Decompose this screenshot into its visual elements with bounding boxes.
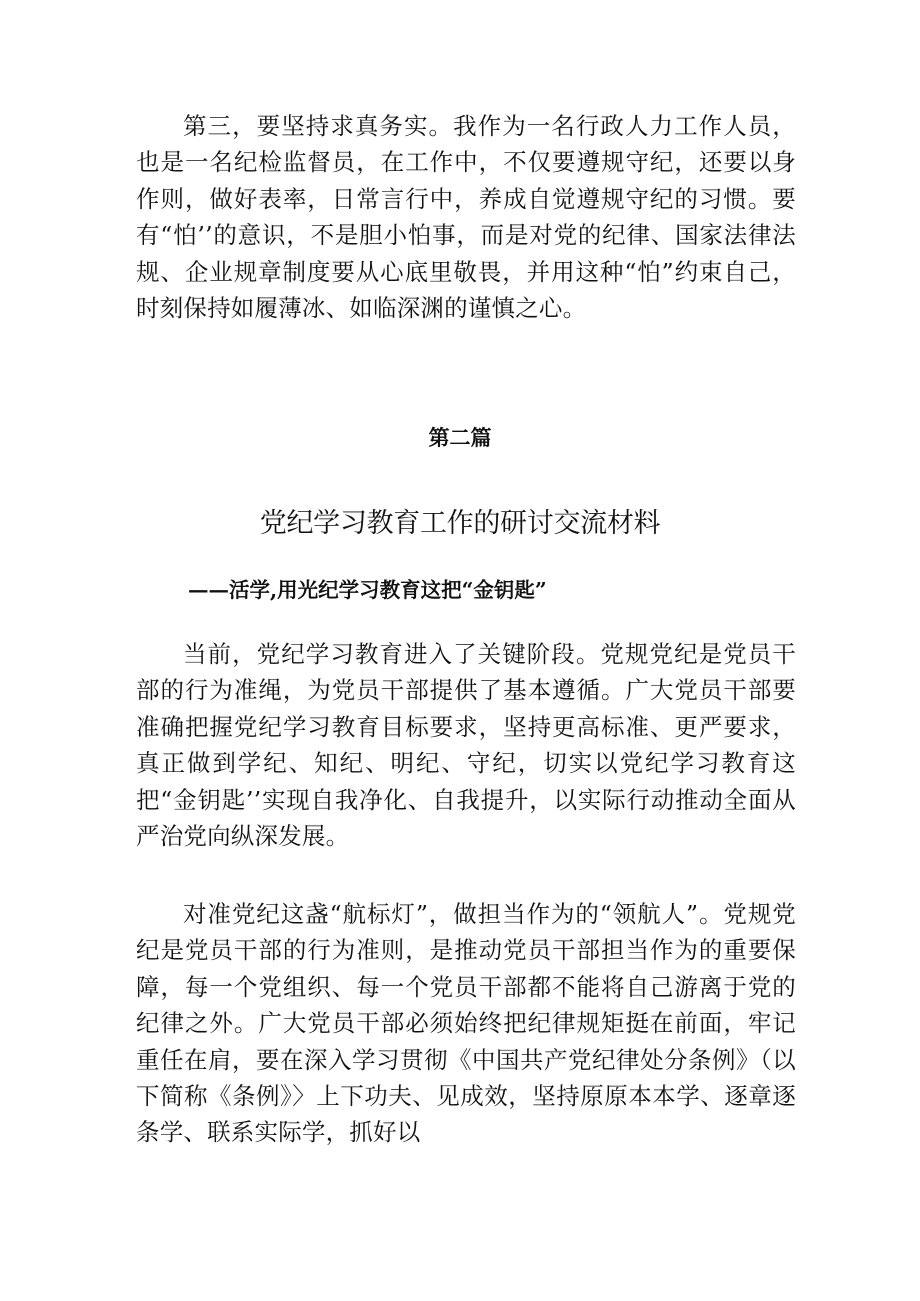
document-subtitle: ——活学,用光纪学习教育这把“金钥匙” — [188, 578, 547, 602]
body-paragraph: 当前，党纪学习教育进入了关键阶段。党规党纪是党员干部的行为准绳，为党员干部提供了基本遵循。广大党员干部要准确把握党纪学习教育目标要求，坚持更高标准、更严要求，真正做到学纪、知纪、明纪、守纪，切实以党纪学习教育这把“金钥匙’’实现自我净化、自我提升，以实际行动推动全面从严治党向纵深发展。 — [136, 640, 796, 851]
document-title: 党纪学习教育工作的研讨交流材料 — [259, 508, 661, 539]
body-paragraph: 对准党纪这盏“航标灯”，做担当作为的“领航人”。党规党纪是党员干部的行为准则，是推动党员干部担当作为的重要保障，每一个党组织、每一个党员干部都不能将自己游离于党的纪律之外。广大党员干部必须始终把纪律规矩挺在前面，牢记重任在肩，要在深入学习贯彻《中国共产党纪律处分条例》（以下简称《条例》〉上下功夫、见成效，坚持原原本本学、逐章逐条学、联系实际学，抓好以 — [136, 900, 796, 1147]
body-paragraph: 第三，要坚持求真务实。我作为一名行政人力工作人员，也是一名纪检监督员，在工作中，不仅要遵规守纪，还要以身作则，做好表率，日常言行中，养成自觉遵规守纪的习惯。要有“怕’’的意识，不是胆小怕事，而是对党的纪律、国家法律法规、企业规章制度要从心底里敬畏，并用这种“怕”约束自己，时刻保持如履薄冰、如临深渊的谨慎之心。 — [136, 112, 796, 323]
section-heading: 第二篇 — [428, 425, 492, 450]
